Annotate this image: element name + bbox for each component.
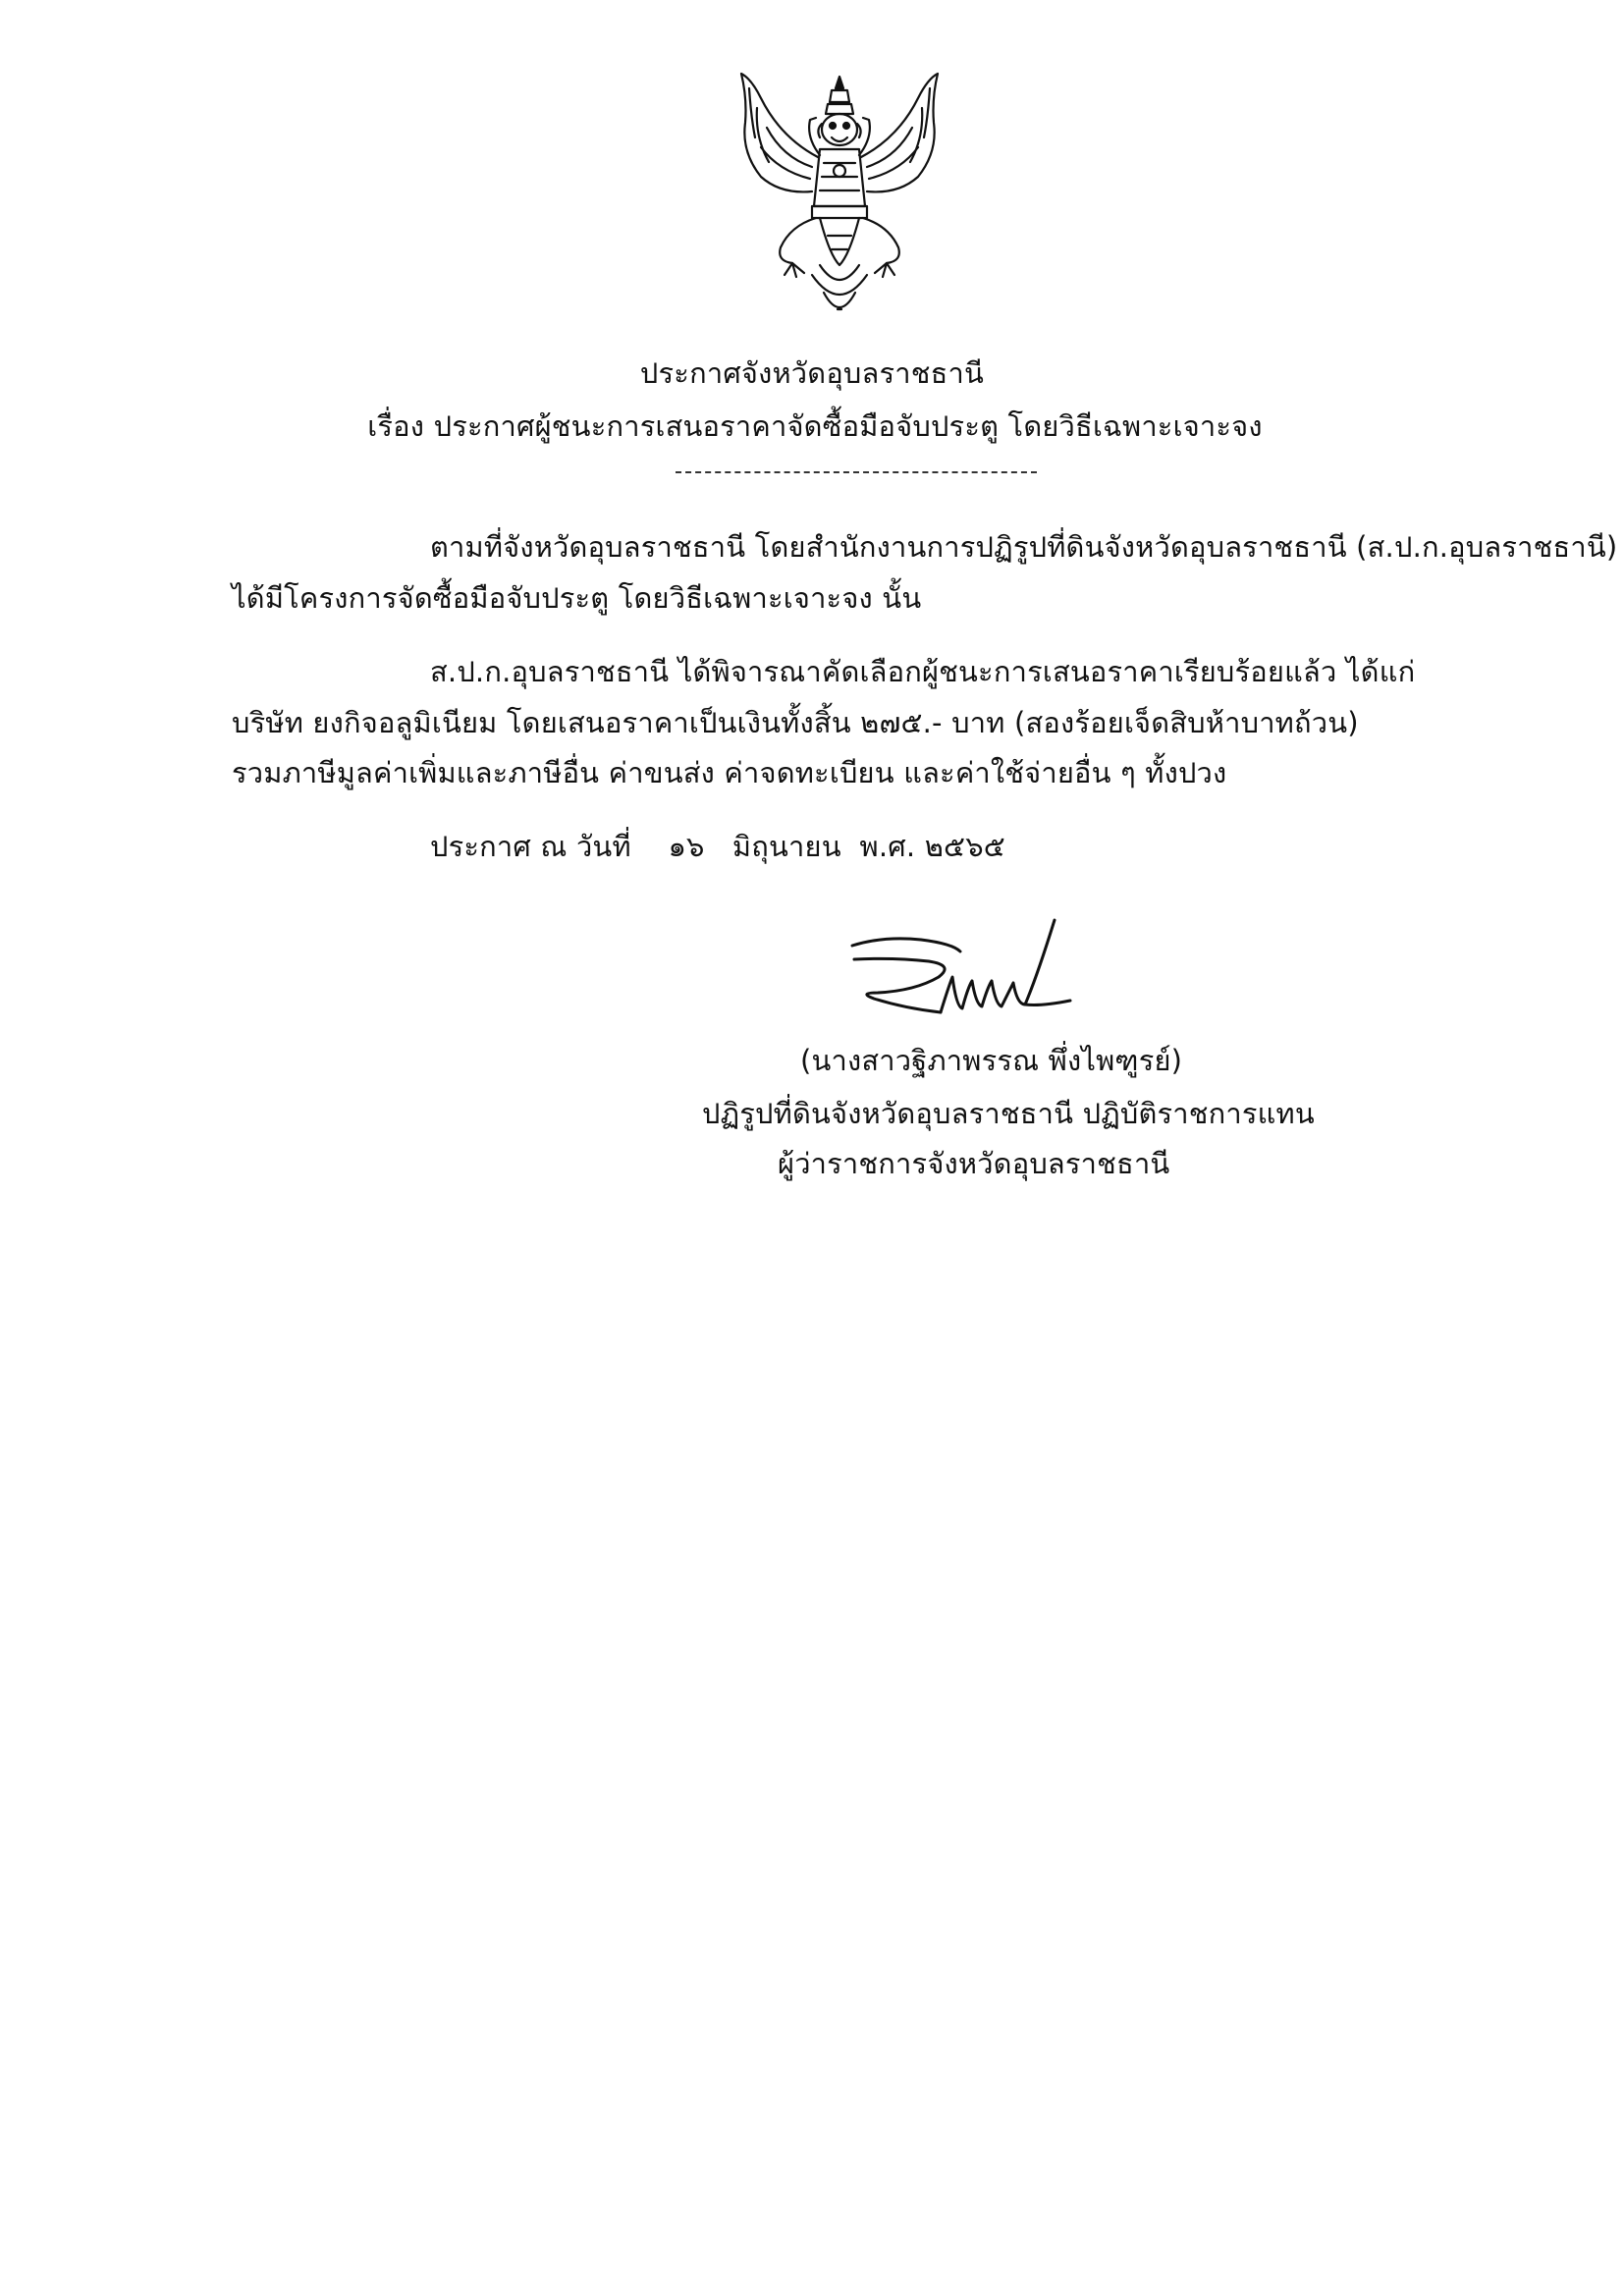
paragraph2-line1: ส.ป.ก.อุบลราชธานี ได้พิจารณาคัดเลือกผู้ชนะการเสนอราคาเรียบร้อยแล้ว ได้แก่ <box>430 655 1416 688</box>
handwritten-signature <box>844 918 1085 1041</box>
garuda-emblem-icon <box>722 69 957 329</box>
subject-line: เรื่อง ประกาศผู้ชนะการเสนอราคาจัดซื้อมือจับประตู โดยวิธีเฉพาะเจาะจง <box>367 409 1263 443</box>
issuer-title: ประกาศจังหวัดอุบลราชธานี <box>639 356 985 390</box>
paragraph1-line1: ตามที่จังหวัดอุบลราชธานี โดยสำนักงานการปฏิรูปที่ดินจังหวัดอุบลราชธานี (ส.ป.ก.อุบลราชธานี) <box>430 530 1618 564</box>
header-separator <box>676 471 1037 473</box>
signatory-position-line2: ผู้ว่าราชการจังหวัดอุบลราชธานี <box>778 1147 1170 1180</box>
paragraph2-line3: รวมภาษีมูลค่าเพิ่มและภาษีอื่น ค่าขนส่ง ค่าจดทะเบียน และค่าใช้จ่ายอื่น ๆ ทั้งปวง <box>232 756 1227 789</box>
signatory-name: (นางสาวฐิภาพรรณ พึ่งไพฑูรย์) <box>800 1044 1183 1077</box>
paragraph1-line2: ได้มีโครงการจัดซื้อมือจับประตู โดยวิธีเฉพาะเจาะจง นั้น <box>232 581 922 615</box>
signatory-position-line1: ปฏิรูปที่ดินจังหวัดอุบลราชธานี ปฏิบัติราชการแทน <box>702 1097 1315 1130</box>
paragraph2-line2: บริษัท ยงกิจอลูมิเนียม โดยเสนอราคาเป็นเงินทั้งสิ้น ๒๗๕.- บาท (สองร้อยเจ็ดสิบห้าบาทถ้วน) <box>232 706 1359 739</box>
announcement-date: ประกาศ ณ วันที่ ๑๖ มิถุนายน พ.ศ. ๒๕๖๕ <box>430 830 1005 863</box>
